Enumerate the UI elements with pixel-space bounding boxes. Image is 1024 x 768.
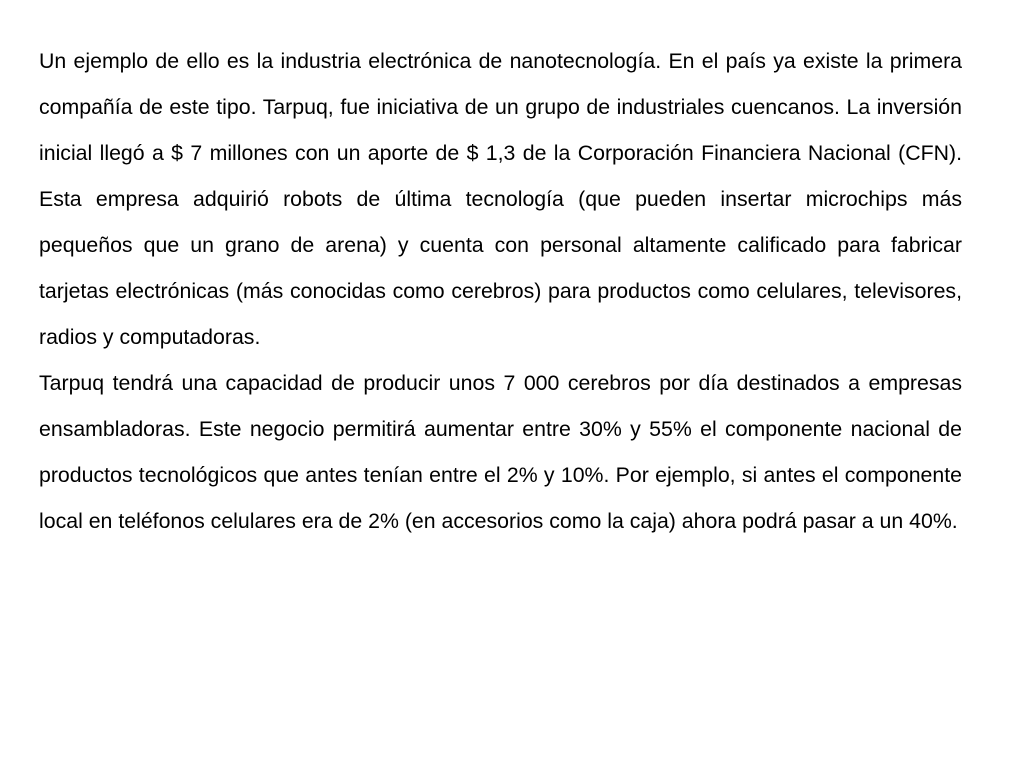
document-body xyxy=(39,38,962,544)
paragraph-production-capacity: Tarpuq tendrá una capacidad de producir unos 7 000 cerebros por día destinados a empresas ensambladoras. Este negocio permitirá aumentar entre 30% y 55% el componente nacional de productos tecnológicos que antes tenían entre el 2% y 10%. Por ejemplo, si antes el componente local en teléfonos celulares era de 2% (en accesorios como la caja) ahora podrá pasar a un 40%. xyxy=(39,371,962,533)
paragraph-industry-intro: Un ejemplo de ello es la industria electrónica de nanotecnología. En el país ya existe la primera compañía de este tipo. Tarpuq, fue iniciativa de un grupo de industriales cuencanos. La inversión inicial llegó a $ 7 millones con un aporte de $ 1,3 de la Corporación Financiera Nacional (CFN). Esta empresa adquirió robots de última tecnología (que pueden insertar microchips más pequeños que un grano de arena) y cuenta con personal altamente calificado para fabricar tarjetas electrónicas (más conocidas como cerebros) para productos como celulares, televisores, radios y computadoras. xyxy=(39,49,962,349)
